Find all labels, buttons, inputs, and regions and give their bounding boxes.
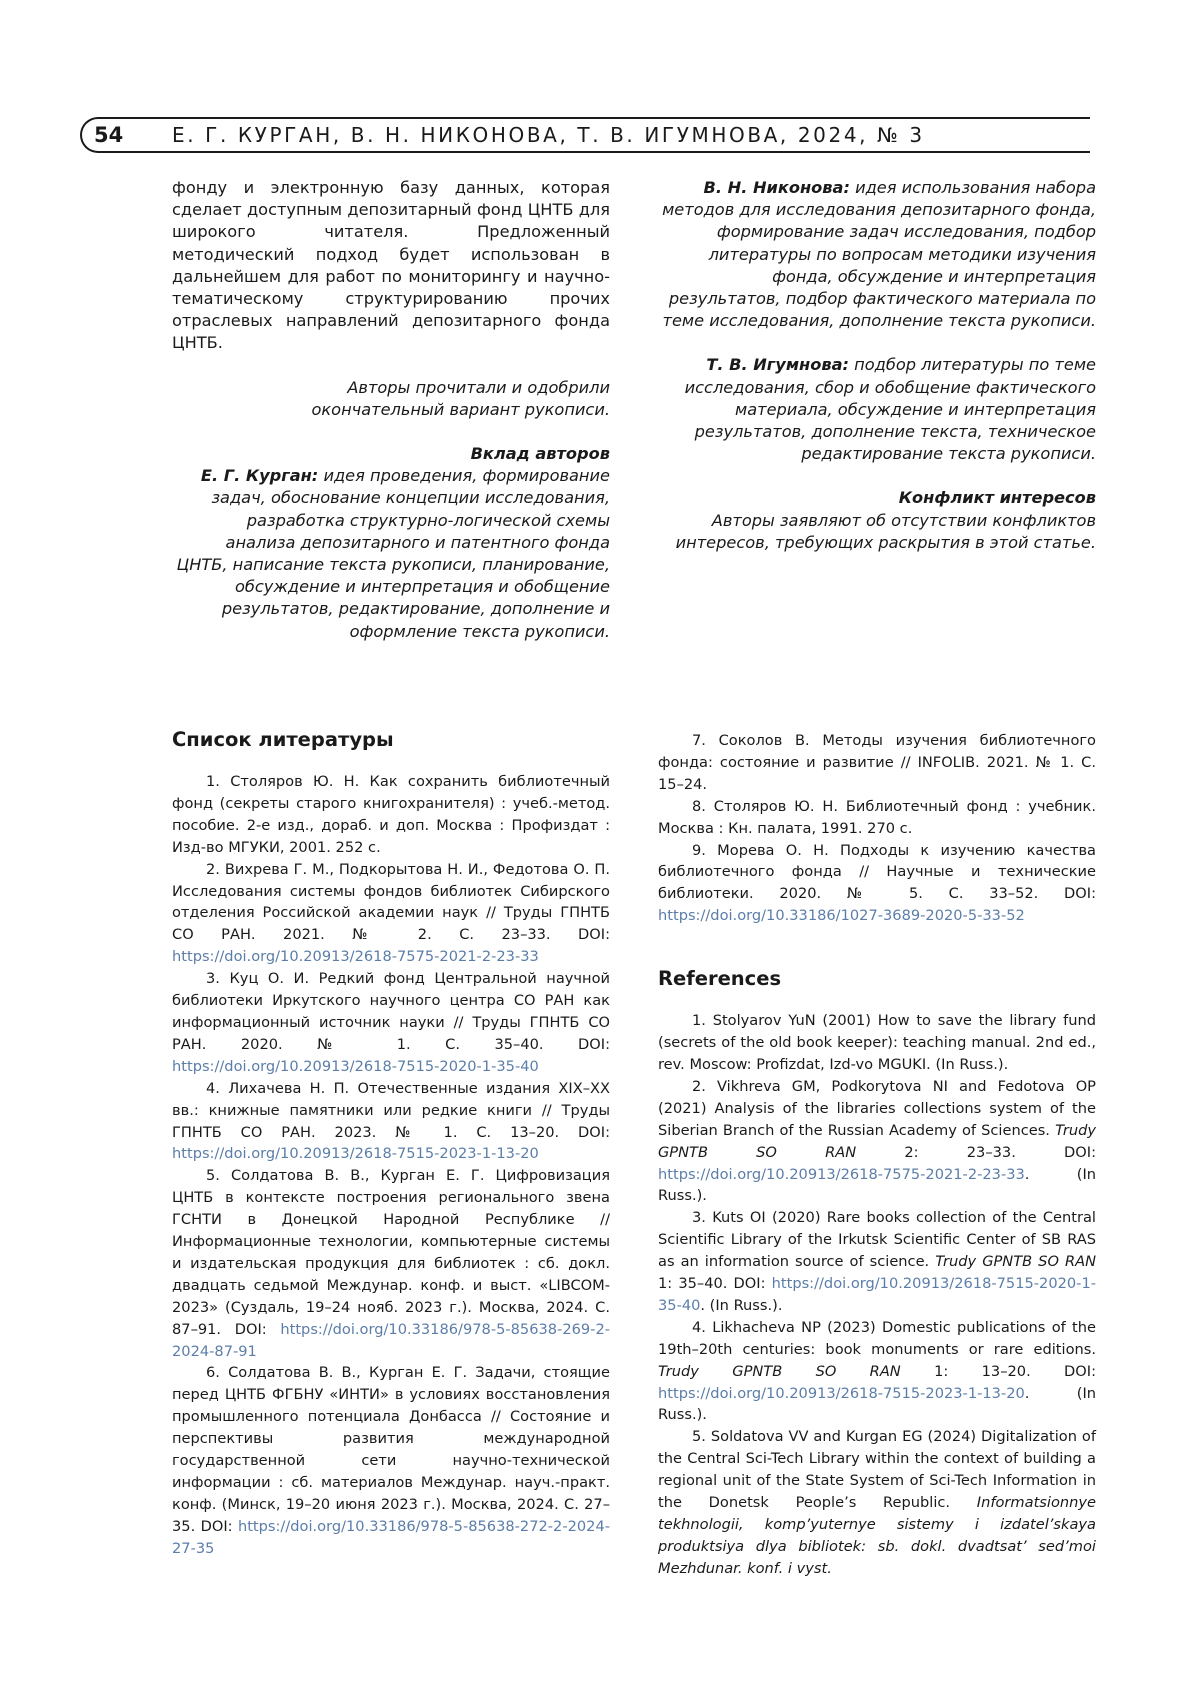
ref-item-2: 2. Vikhreva GM, Podkorytova NI and Fedotova OP (2021) Analysis of the libraries collections system of the Siberian Branch of the Russian Academy of Sciences. Trudy GPNTB SO RAN 2: 23–33. DOI: https://doi.org/10.20913/2618-7575-2021-2-23-33. (In Russ.). <box>658 1076 1096 1207</box>
contributions-heading: Вклад авторов <box>172 443 610 465</box>
contribution-kurgan <box>172 465 610 643</box>
page-number: 54 <box>94 123 123 147</box>
doi-link[interactable]: https://doi.org/10.33186/978-5-85638-272-2-2024-27-35 <box>172 1518 610 1557</box>
bibliography-title: Список литературы <box>172 728 610 751</box>
bib-item-6: 6. Солдатова В. В., Курган Е. Г. Задачи, стоящие перед ЦНТБ ФГБНУ «ИНТИ» в условиях восстановления промышленного потенциала Донбасса // Состояние и перспективы развития международной государственной сети научно-технической информации : сб. материалов Междунар. науч.-практ. конф. (Минск, 19–20 июня 2023 г.). Москва, 2024. С. 27–35. DOI: https://doi.org/10.33186/978-5-85638-272-2-2024-27-35 <box>172 1362 610 1559</box>
doi-link[interactable]: https://doi.org/10.20913/2618-7575-2021-2-23-33 <box>658 1166 1025 1183</box>
conclusion-paragraph: фонду и электронную базу данных, которая сделает доступным депозитарный фонд ЦНТБ для широкого читателя. Предложенный методический подход будет использован в дальнейшем для работ по мониторингу и научно-тематическому структурированию прочих отраслевых направлений депозитарного фонда ЦНТБ. <box>172 177 610 355</box>
approval-line-1: Авторы прочитали и одобрили <box>172 377 610 399</box>
bibliography-section <box>172 728 610 1560</box>
doi-link[interactable]: https://doi.org/10.20913/2618-7515-2020-1-35-40 <box>172 1058 539 1075</box>
running-header <box>80 117 1090 155</box>
approval-line-2: окончательный вариант рукописи. <box>172 399 610 421</box>
bib-item-8: 8. Столяров Ю. Н. Библиотечный фонд : учебник. Москва : Кн. палата, 1991. 270 с. <box>658 796 1096 840</box>
conflict-statement: Авторы заявляют об отсутствии конфликтов интересов, требующих раскрытия в этой статье. <box>658 510 1096 554</box>
doi-link[interactable]: https://doi.org/10.33186/1027-3689-2020-5-33-52 <box>658 907 1025 924</box>
left-column-top <box>172 177 610 643</box>
author-name-nikonova: В. Н. Никонова: <box>704 178 850 197</box>
contribution-igumnova <box>658 354 1096 465</box>
contribution-kurgan-text: идея проведения, формирование задач, обоснование концепции исследования, разработка структурно-логической схемы анализа депозитарного и патентного фонда ЦНТБ, написание текста рукописи, планирование, обсуждение и интерпретация и обобщение результатов, редактирование, дополнение и оформление текста рукописи. <box>177 466 610 640</box>
author-name-igumnova: Т. В. Игумнова: <box>706 355 849 374</box>
right-column-top <box>658 177 1096 554</box>
bib-item-3: 3. Куц О. И. Редкий фонд Центральной научной библиотеки Иркутского научного центра СО РАН как информационный источник науки // Труды ГПНТБ СО РАН. 2020. № 1. С. 35–40. DOI: https://doi.org/10.20913/2618-7515-2020-1-35-40 <box>172 968 610 1078</box>
doi-link[interactable]: https://doi.org/10.20913/2618-7575-2021-2-23-33 <box>172 948 539 965</box>
references-title: References <box>658 967 1096 990</box>
doi-link[interactable]: https://doi.org/10.20913/2618-7515-2023-1-13-20 <box>658 1385 1025 1402</box>
bibliography-continuation <box>658 730 1096 1580</box>
ref-item-4: 4. Likhacheva NP (2023) Domestic publications of the 19th–20th centuries: book monuments or rare editions. Trudy GPNTB SO RAN 1: 13–20. DOI: https://doi.org/10.20913/2618-7515-2023-1-13-20. (In Russ.). <box>658 1317 1096 1427</box>
contribution-nikonova <box>658 177 1096 332</box>
contribution-nikonova-text: идея использования набора методов для исследования депозитарного фонда, формирование задач исследования, подбор литературы по вопросам методики изучения фонда, обсуждение и интерпретация результатов, подбор фактического материала по теме исследования, дополнение текста рукописи. <box>662 178 1096 330</box>
bib-item-2: 2. Вихрева Г. М., Подкорытова Н. И., Федотова О. П. Исследования системы фондов библиотек Сибирского отделения Российской академии наук // Труды ГПНТБ СО РАН. 2021. № 2. С. 23–33. DOI: https://doi.org/10.20913/2618-7575-2021-2-23-33 <box>172 859 610 969</box>
author-name-kurgan: Е. Г. Курган: <box>201 466 318 485</box>
bib-item-4: 4. Лихачева Н. П. Отечественные издания XIX–XX вв.: книжные памятники или редкие книги // Труды ГПНТБ СО РАН. 2023. № 1. С. 13–20. DOI: https://doi.org/10.20913/2618-7515-2023-1-13-20 <box>172 1078 610 1166</box>
contribution-igumnova-text: подбор литературы по теме исследования, сбор и обобщение фактического материала, обсуждение и интерпретация результатов, дополнение текста, техническое редактирование текста рукописи. <box>685 355 1096 463</box>
bib-item-9: 9. Морева О. Н. Подходы к изучению качества библиотечного фонда // Научные и технические библиотеки. 2020. № 5. С. 33–52. DOI: https://doi.org/10.33186/1027-3689-2020-5-33-52 <box>658 840 1096 928</box>
doi-link[interactable]: https://doi.org/10.33186/978-5-85638-269-2-2024-87-91 <box>172 1321 610 1360</box>
doi-link[interactable]: https://doi.org/10.20913/2618-7515-2023-1-13-20 <box>172 1145 539 1162</box>
bib-item-5: 5. Солдатова В. В., Курган Е. Г. Цифровизация ЦНТБ в контексте построения регионального звена ГСНТИ в Донецкой Народной Республике // Информационные технологии, компьютерные системы и издательская продукция для библиотек : сб. докл. двадцать седьмой Междунар. конф. и выст. «LIBCOM-2023» (Суздаль, 19–24 нояб. 2023 г.). Москва, 2024. С. 87–91. DOI: https://doi.org/10.33186/978-5-85638-269-2-2024-87-91 <box>172 1165 610 1362</box>
doi-link[interactable]: https://doi.org/10.20913/2618-7515-2020-1-35-40 <box>658 1275 1096 1314</box>
ref-item-3: 3. Kuts OI (2020) Rare books collection of the Central Scientific Library of the Irkutsk Scientific Center of SB RAS as an information source of science. Trudy GPNTB SO RAN 1: 35–40. DOI: https://doi.org/10.20913/2618-7515-2020-1-35-40. (In Russ.). <box>658 1207 1096 1317</box>
ref-item-1: 1. Stolyarov YuN (2001) How to save the library fund (secrets of the old book keeper): teaching manual. 2nd ed., rev. Moscow: Profizdat, Izd-vo MGUKI. (In Russ.). <box>658 1010 1096 1076</box>
bib-item-1: 1. Столяров Ю. Н. Как сохранить библиотечный фонд (секреты старого книгохранителя) : учеб.-метод. пособие. 2-е изд., дораб. и доп. Москва : Профиздат : Изд-во МГУКИ, 2001. 252 с. <box>172 771 610 859</box>
running-title: Е. Г. КУРГАН, В. Н. НИКОНОВА, Т. В. ИГУМНОВА, 2024, № 3 <box>172 123 925 147</box>
ref-item-5: 5. Soldatova VV and Kurgan EG (2024) Digitalization of the Central Sci-Tech Library within the context of building a regional unit of the State System of Sci-Tech Information in the Donetsk People’s Republic. Informatsionnye tekhnologii, komp’yuternye sistemy i izdatel’skaya produktsiya dlya bibliotek: sb. dokl. dvadtsat’ sed’moi Mezhdunar. konf. i vyst. <box>658 1426 1096 1579</box>
conflict-heading: Конфликт интересов <box>658 487 1096 509</box>
bib-item-7: 7. Соколов В. Методы изучения библиотечного фонда: состояние и развитие // INFOLIB. 2021. № 1. С. 15–24. <box>658 730 1096 796</box>
